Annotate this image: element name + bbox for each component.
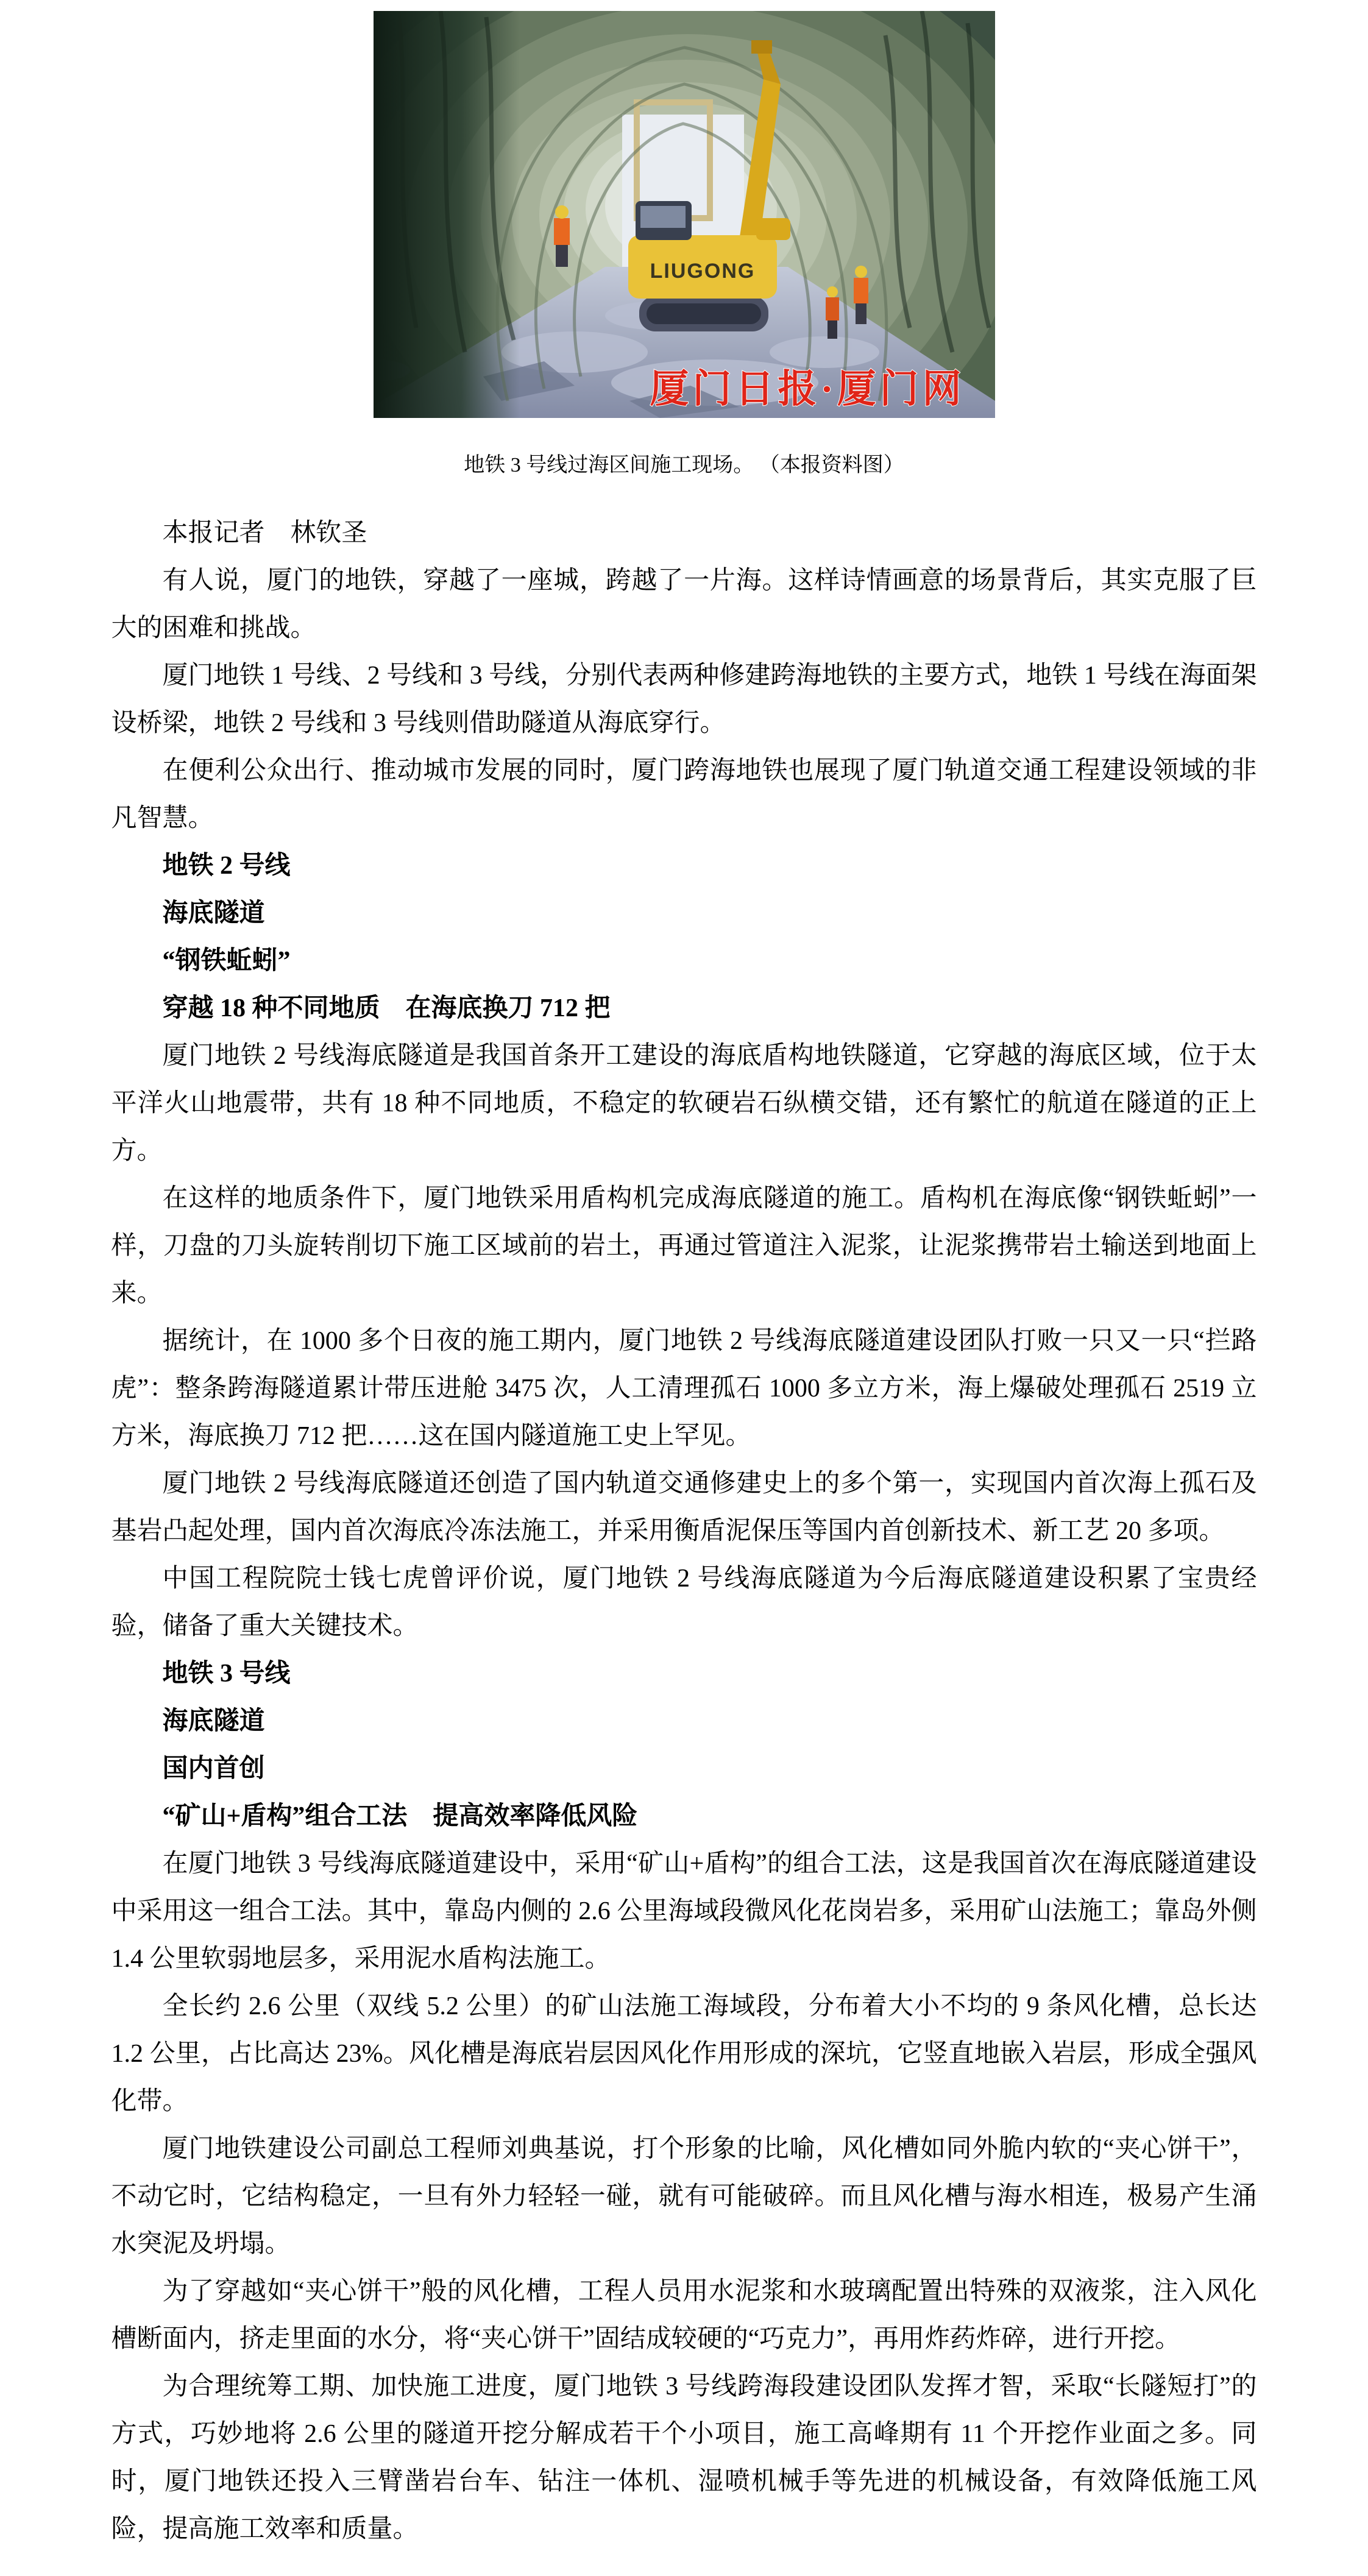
- section-heading: 地铁 2 号线: [162, 852, 291, 880]
- section-heading: 海底隧道: [162, 899, 265, 927]
- body-paragraph: 全长约 2.6 公里（双线 5.2 公里）的矿山法施工海域段，分布着大小不均的 9 条风化槽，总长达 1.2 公里，占比高达 23%。风化槽是海底岩层因风化作用形成的深坑，它竖直地嵌入岩层，形成全强风化带。: [111, 1992, 1257, 2115]
- excavator-counterweight: [756, 218, 790, 240]
- body-paragraph: 厦门地铁 2 号线海底隧道还创造了国内轨道交通修建史上的多个第一，实现国内首次海上孤石及基岩凸起处理，国内首次海底冷冻法施工，并采用衡盾泥保压等国内首创新技术、新工艺 20 多项。: [111, 1470, 1257, 1545]
- body-paragraph: 有人说，厦门的地铁，穿越了一座城，跨越了一片海。这样诗情画意的场景背后，其实克服了巨大的困难和挑战。: [111, 567, 1257, 642]
- section-heading: 地铁 3 号线: [162, 1660, 291, 1688]
- body-paragraph: 厦门地铁 1 号线、2 号线和 3 号线，分别代表两种修建跨海地铁的主要方式，地铁 1 号线在海面架设桥梁，地铁 2 号线和 3 号线则借助隧道从海底穿行。: [111, 662, 1257, 737]
- photo-watermark: 厦门日报·厦门网: [649, 367, 965, 411]
- worker-figure-left: [554, 205, 570, 267]
- tunnel-photo-illustration: [374, 11, 995, 418]
- body-paragraph: 为合理统筹工期、加快施工进度，厦门地铁 3 号线跨海段建设团队发挥才智，采取“长隧短打”的方式，巧妙地将 2.6 公里的隧道开挖分解成若干个小项目，施工高峰期有 11 个开挖作业面之多。同时，厦门地铁还投入三臂凿岩台车、钻注一体机、湿喷机械手等先进的机械设备，有效降低施工风险，提高施工效率和质量。: [111, 2373, 1257, 2543]
- body-paragraph: 在这样的地质条件下，厦门地铁采用盾构机完成海底隧道的施工。盾构机在海底像“钢铁蚯蚓”一样，刀盘的刀头旋转削切下施工区域前的岩土，再通过管道注入泥浆，让泥浆携带岩土输送到地面上来。: [111, 1184, 1257, 1307]
- article-page: [0, 11, 1368, 2576]
- body-paragraph: 厦门地铁建设公司副总工程师刘典基说，打个形象的比喻，风化槽如同外脆内软的“夹心饼干”，不动它时，它结构稳定，一旦有外力轻轻一碰，就有可能破碎。而且风化槽与海水相连，极易产生涌水突泥及坍塌。: [111, 2135, 1257, 2258]
- article-body: [112, 509, 1257, 2553]
- excavator-brand-label: LIUGONG: [650, 260, 755, 283]
- body-paragraph: 据统计，在 1000 多个日夜的施工期内，厦门地铁 2 号线海底隧道建设团队打败一只又一只“拦路虎”：整条跨海隧道累计带压进舱 3475 次，人工清理孤石 1000 多立方米，海上爆破处理孤石 2519 立方米，海底换刀 712 把……这在国内隧道施工史上罕见。: [111, 1327, 1257, 1450]
- section-heading: 国内首创: [162, 1755, 265, 1783]
- body-paragraph: 在厦门地铁 3 号线海底隧道建设中，采用“矿山+盾构”的组合工法，这是我国首次在海底隧道建设中采用这一组合工法。其中，靠岛内侧的 2.6 公里海域段微风化花岗岩多，采用矿山法施工；靠岛外侧 1.4 公里软弱地层多，采用泥水盾构法施工。: [111, 1850, 1257, 1973]
- body-paragraph: 中国工程院院士钱七虎曾评价说，厦门地铁 2 号线海底隧道为今后海底隧道建设积累了宝贵经验，储备了重大关键技术。: [111, 1565, 1257, 1640]
- worker-figure-right-1: [854, 266, 868, 324]
- section-heading: “矿山+盾构”组合工法 提高效率降低风险: [162, 1802, 638, 1830]
- body-paragraph: 在便利公众出行、推动城市发展的同时，厦门跨海地铁也展现了厦门轨道交通工程建设领域的非凡智慧。: [111, 757, 1257, 832]
- byline: 本报记者 林钦圣: [162, 519, 367, 547]
- body-paragraph: 厦门地铁 2 号线海底隧道是我国首条开工建设的海底盾构地铁隧道，它穿越的海底区域，位于太平洋火山地震带，共有 18 种不同地质，不稳定的软硬岩石纵横交错，还有繁忙的航道在隧道的正上方。: [111, 1042, 1257, 1165]
- photo-caption: 地铁 3 号线过海区间施工现场。 （本报资料图）: [464, 454, 904, 476]
- excavator-bucket: [751, 40, 772, 54]
- section-heading: “钢铁蚯蚓”: [162, 947, 291, 975]
- body-paragraph: 为了穿越如“夹心饼干”般的风化槽，工程人员用水泥浆和水玻璃配置出特殊的双液浆，注入风化槽断面内，挤走里面的水分，将“夹心饼干”固结成较硬的“巧克力”，再用炸药炸碎，进行开挖。: [111, 2277, 1257, 2353]
- section-heading: 海底隧道: [162, 1707, 265, 1735]
- worker-figure-right-2: [826, 286, 839, 339]
- article-photo: [374, 11, 995, 418]
- section-heading: 穿越 18 种不同地质 在海底换刀 712 把: [162, 994, 611, 1022]
